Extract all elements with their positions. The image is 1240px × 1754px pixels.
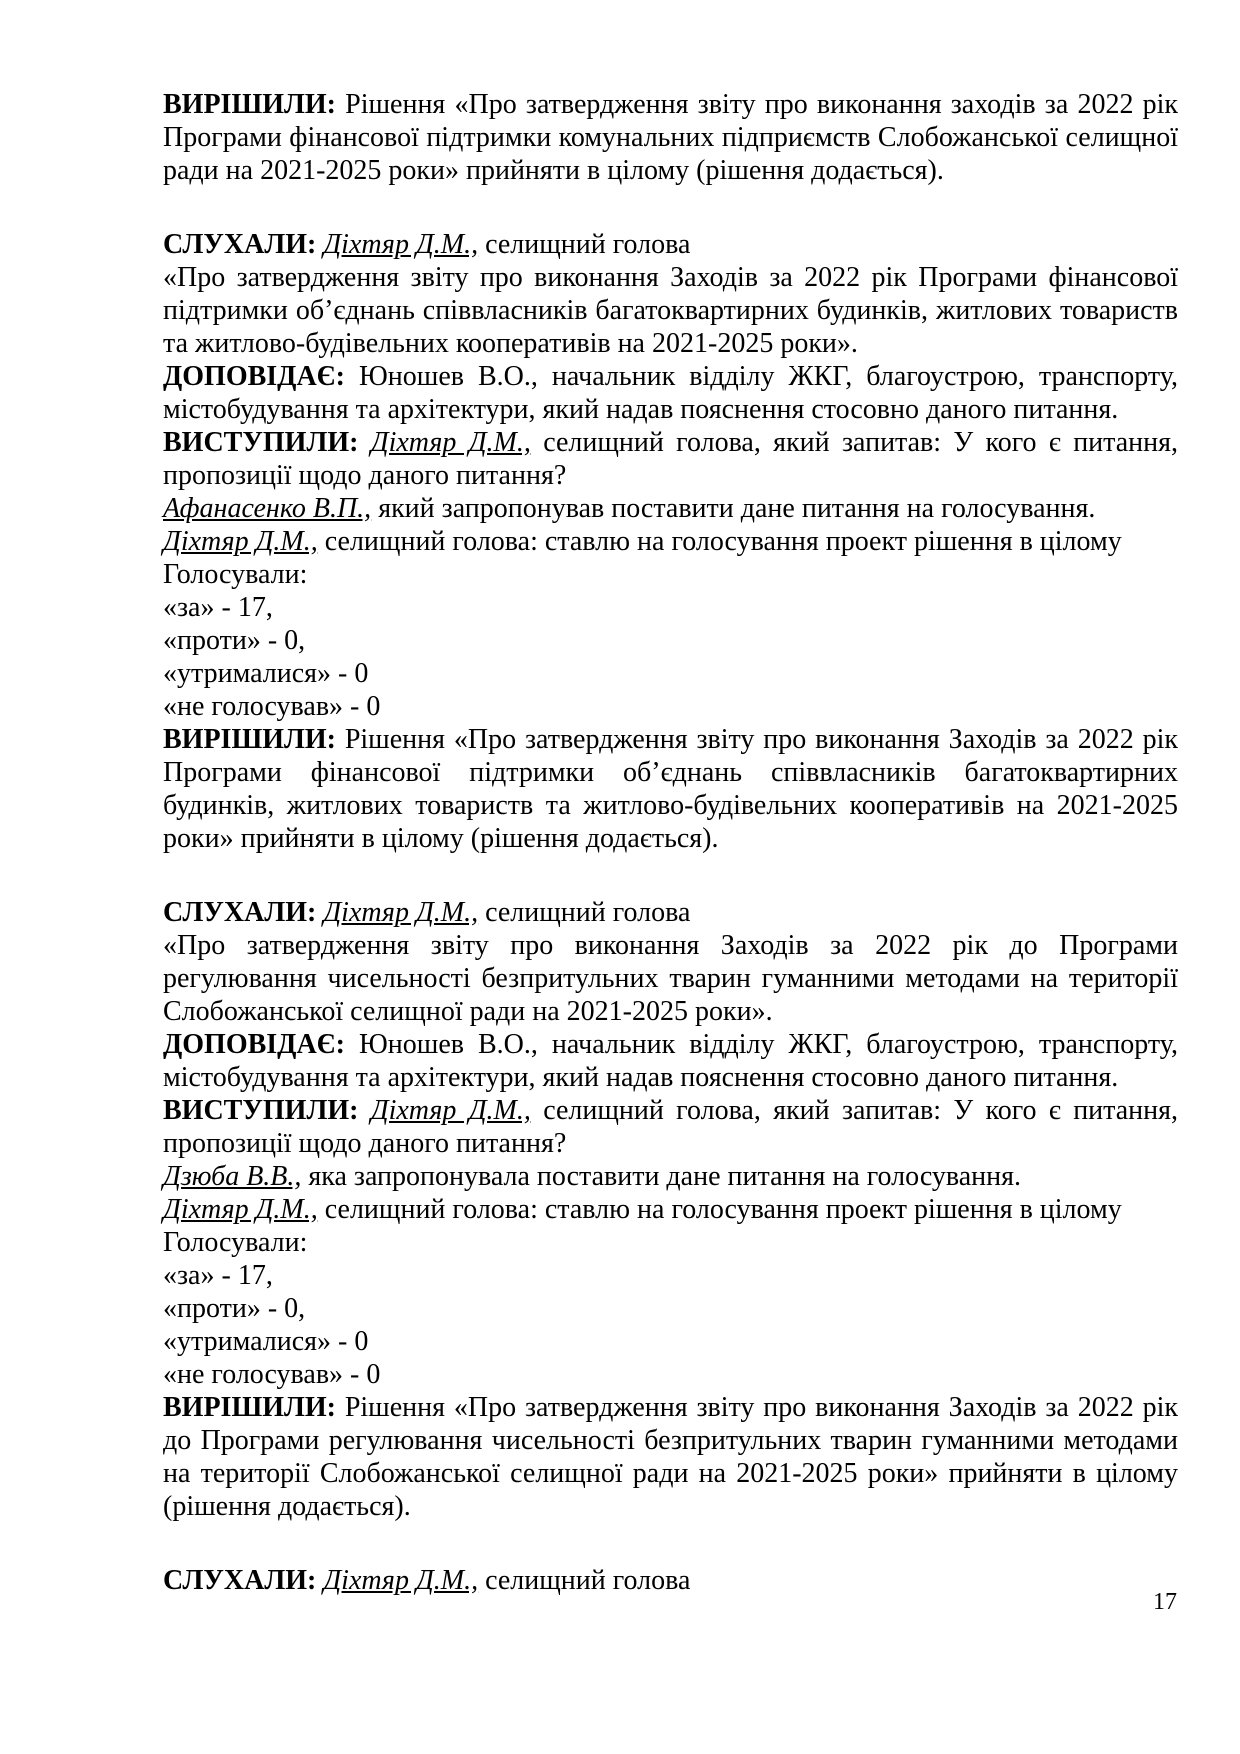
heard-line	[163, 228, 1178, 261]
report-paragraph	[163, 1028, 1178, 1094]
proposal-person: Дзюба В.В.,	[163, 1161, 302, 1192]
section-gap	[163, 855, 1178, 896]
votes-abstained: «утрималися» - 0	[163, 1326, 369, 1357]
vote-call-person: Діхтяр Д.М.,	[163, 526, 318, 557]
decision-label: ВИРІШИЛИ:	[163, 724, 336, 755]
spoke-label: ВИСТУПИЛИ:	[163, 1095, 359, 1126]
heard-label: СЛУХАЛИ:	[163, 1565, 317, 1596]
votes-not-voted: «не голосував» - 0	[163, 1359, 381, 1390]
decision-text: Рішення «Про затвердження звіту про виконання Заходів за 2022 рік до Програми регулювання чисельності безпритульних тварин гуманними методами на території Слобожанської селищної ради на 2021-2025 роки» прийняти в цілому (рішення додається).	[163, 1392, 1178, 1522]
decision-text: Рішення «Про затвердження звіту про виконання Заходів за 2022 рік Програми фінансової підтримки об’єднань співвласників багатоквартирних будинків, житлових товариств та житлово-будівельних кооперативів на 2021-2025 роки» прийняти в цілому (рішення додається).	[163, 724, 1178, 854]
proposal-text: який запропонував поставити дане питання на голосування.	[371, 493, 1096, 524]
report-text: Юношев В.О., начальник відділу ЖКГ, благоустрою, транспорту, містобудування та архітектури, який надав пояснення стосовно даного питання.	[163, 1029, 1178, 1093]
decision-paragraph	[163, 1391, 1178, 1523]
decision-label: ВИРІШИЛИ:	[163, 89, 336, 120]
heard-line	[163, 896, 1178, 929]
speaker-role: селищний голова	[478, 897, 691, 928]
spoke-label: ВИСТУПИЛИ:	[163, 427, 359, 458]
decision-label: ВИРІШИЛИ:	[163, 1392, 336, 1423]
spoke-text: селищний голова, який запитав: У кого є питання, пропозиції щодо даного питання?	[163, 427, 1179, 491]
proposal-line	[163, 492, 1178, 525]
proposal-line	[163, 1160, 1178, 1193]
heard-label: СЛУХАЛИ:	[163, 229, 317, 260]
spoke-text: селищний голова, який запитав: У кого є питання, пропозиції щодо даного питання?	[163, 1095, 1179, 1159]
heard-label: СЛУХАЛИ:	[163, 897, 317, 928]
report-label: ДОПОВІДАЄ:	[163, 361, 345, 392]
spoke-person: Діхтяр Д.М.,	[370, 427, 531, 458]
speaker-role: селищний голова	[478, 1565, 691, 1596]
heard-line	[163, 1564, 1178, 1597]
decision-paragraph	[163, 723, 1178, 855]
speaker-name: Діхтяр Д.М.,	[323, 897, 479, 928]
page-number: 17	[1153, 1589, 1177, 1615]
spoke-person: Діхтяр Д.М.,	[370, 1095, 531, 1126]
document-page	[163, 88, 1178, 1597]
decision-paragraph	[163, 88, 1178, 187]
votes-for: «за» - 17,	[163, 1260, 273, 1291]
speaker-role: селищний голова	[478, 229, 691, 260]
topic-paragraph: «Про затвердження звіту про виконання Заходів за 2022 рік Програми фінансової підтримки об’єднань співвласників багатоквартирних будинків, житлових товариств та житлово-будівельних кооперативів на 2021-2025 роки».	[163, 262, 1178, 359]
votes-against: «проти» - 0,	[163, 1293, 306, 1324]
speaker-name: Діхтяр Д.М.,	[323, 1565, 479, 1596]
report-paragraph	[163, 360, 1178, 426]
proposal-person: Афанасенко В.П.,	[163, 493, 372, 524]
report-text: Юношев В.О., начальник відділу ЖКГ, благоустрою, транспорту, містобудування та архітектури, який надав пояснення стосовно даного питання.	[163, 361, 1178, 425]
votes-abstained: «утрималися» - 0	[163, 658, 369, 689]
section-gap	[163, 1523, 1178, 1564]
section-gap	[163, 187, 1178, 228]
votes-heading: Голосували:	[163, 559, 308, 590]
spoke-paragraph	[163, 1094, 1178, 1160]
vote-call-text: селищний голова: ставлю на голосування проект рішення в цілому	[317, 526, 1122, 557]
vote-call-line	[163, 525, 1178, 558]
vote-call-text: селищний голова: ставлю на голосування проект рішення в цілому	[317, 1194, 1122, 1225]
proposal-text: яка запропонувала поставити дане питання на голосування.	[301, 1161, 1022, 1192]
speaker-name: Діхтяр Д.М.,	[323, 229, 479, 260]
votes-against: «проти» - 0,	[163, 625, 306, 656]
topic-paragraph: «Про затвердження звіту про виконання Заходів за 2022 рік до Програми регулювання чисельності безпритульних тварин гуманними методами на території Слобожанської селищної ради на 2021-2025 роки».	[163, 930, 1178, 1027]
report-label: ДОПОВІДАЄ:	[163, 1029, 345, 1060]
decision-text: Рішення «Про затвердження звіту про виконання заходів за 2022 рік Програми фінансової підтримки комунальних підприємств Слобожанської селищної ради на 2021-2025 роки» прийняти в цілому (рішення додається).	[163, 89, 1178, 186]
votes-not-voted: «не голосував» - 0	[163, 691, 381, 722]
vote-call-line	[163, 1193, 1178, 1226]
votes-heading: Голосували:	[163, 1227, 308, 1258]
vote-call-person: Діхтяр Д.М.,	[163, 1194, 318, 1225]
spoke-paragraph	[163, 426, 1178, 492]
votes-for: «за» - 17,	[163, 592, 273, 623]
